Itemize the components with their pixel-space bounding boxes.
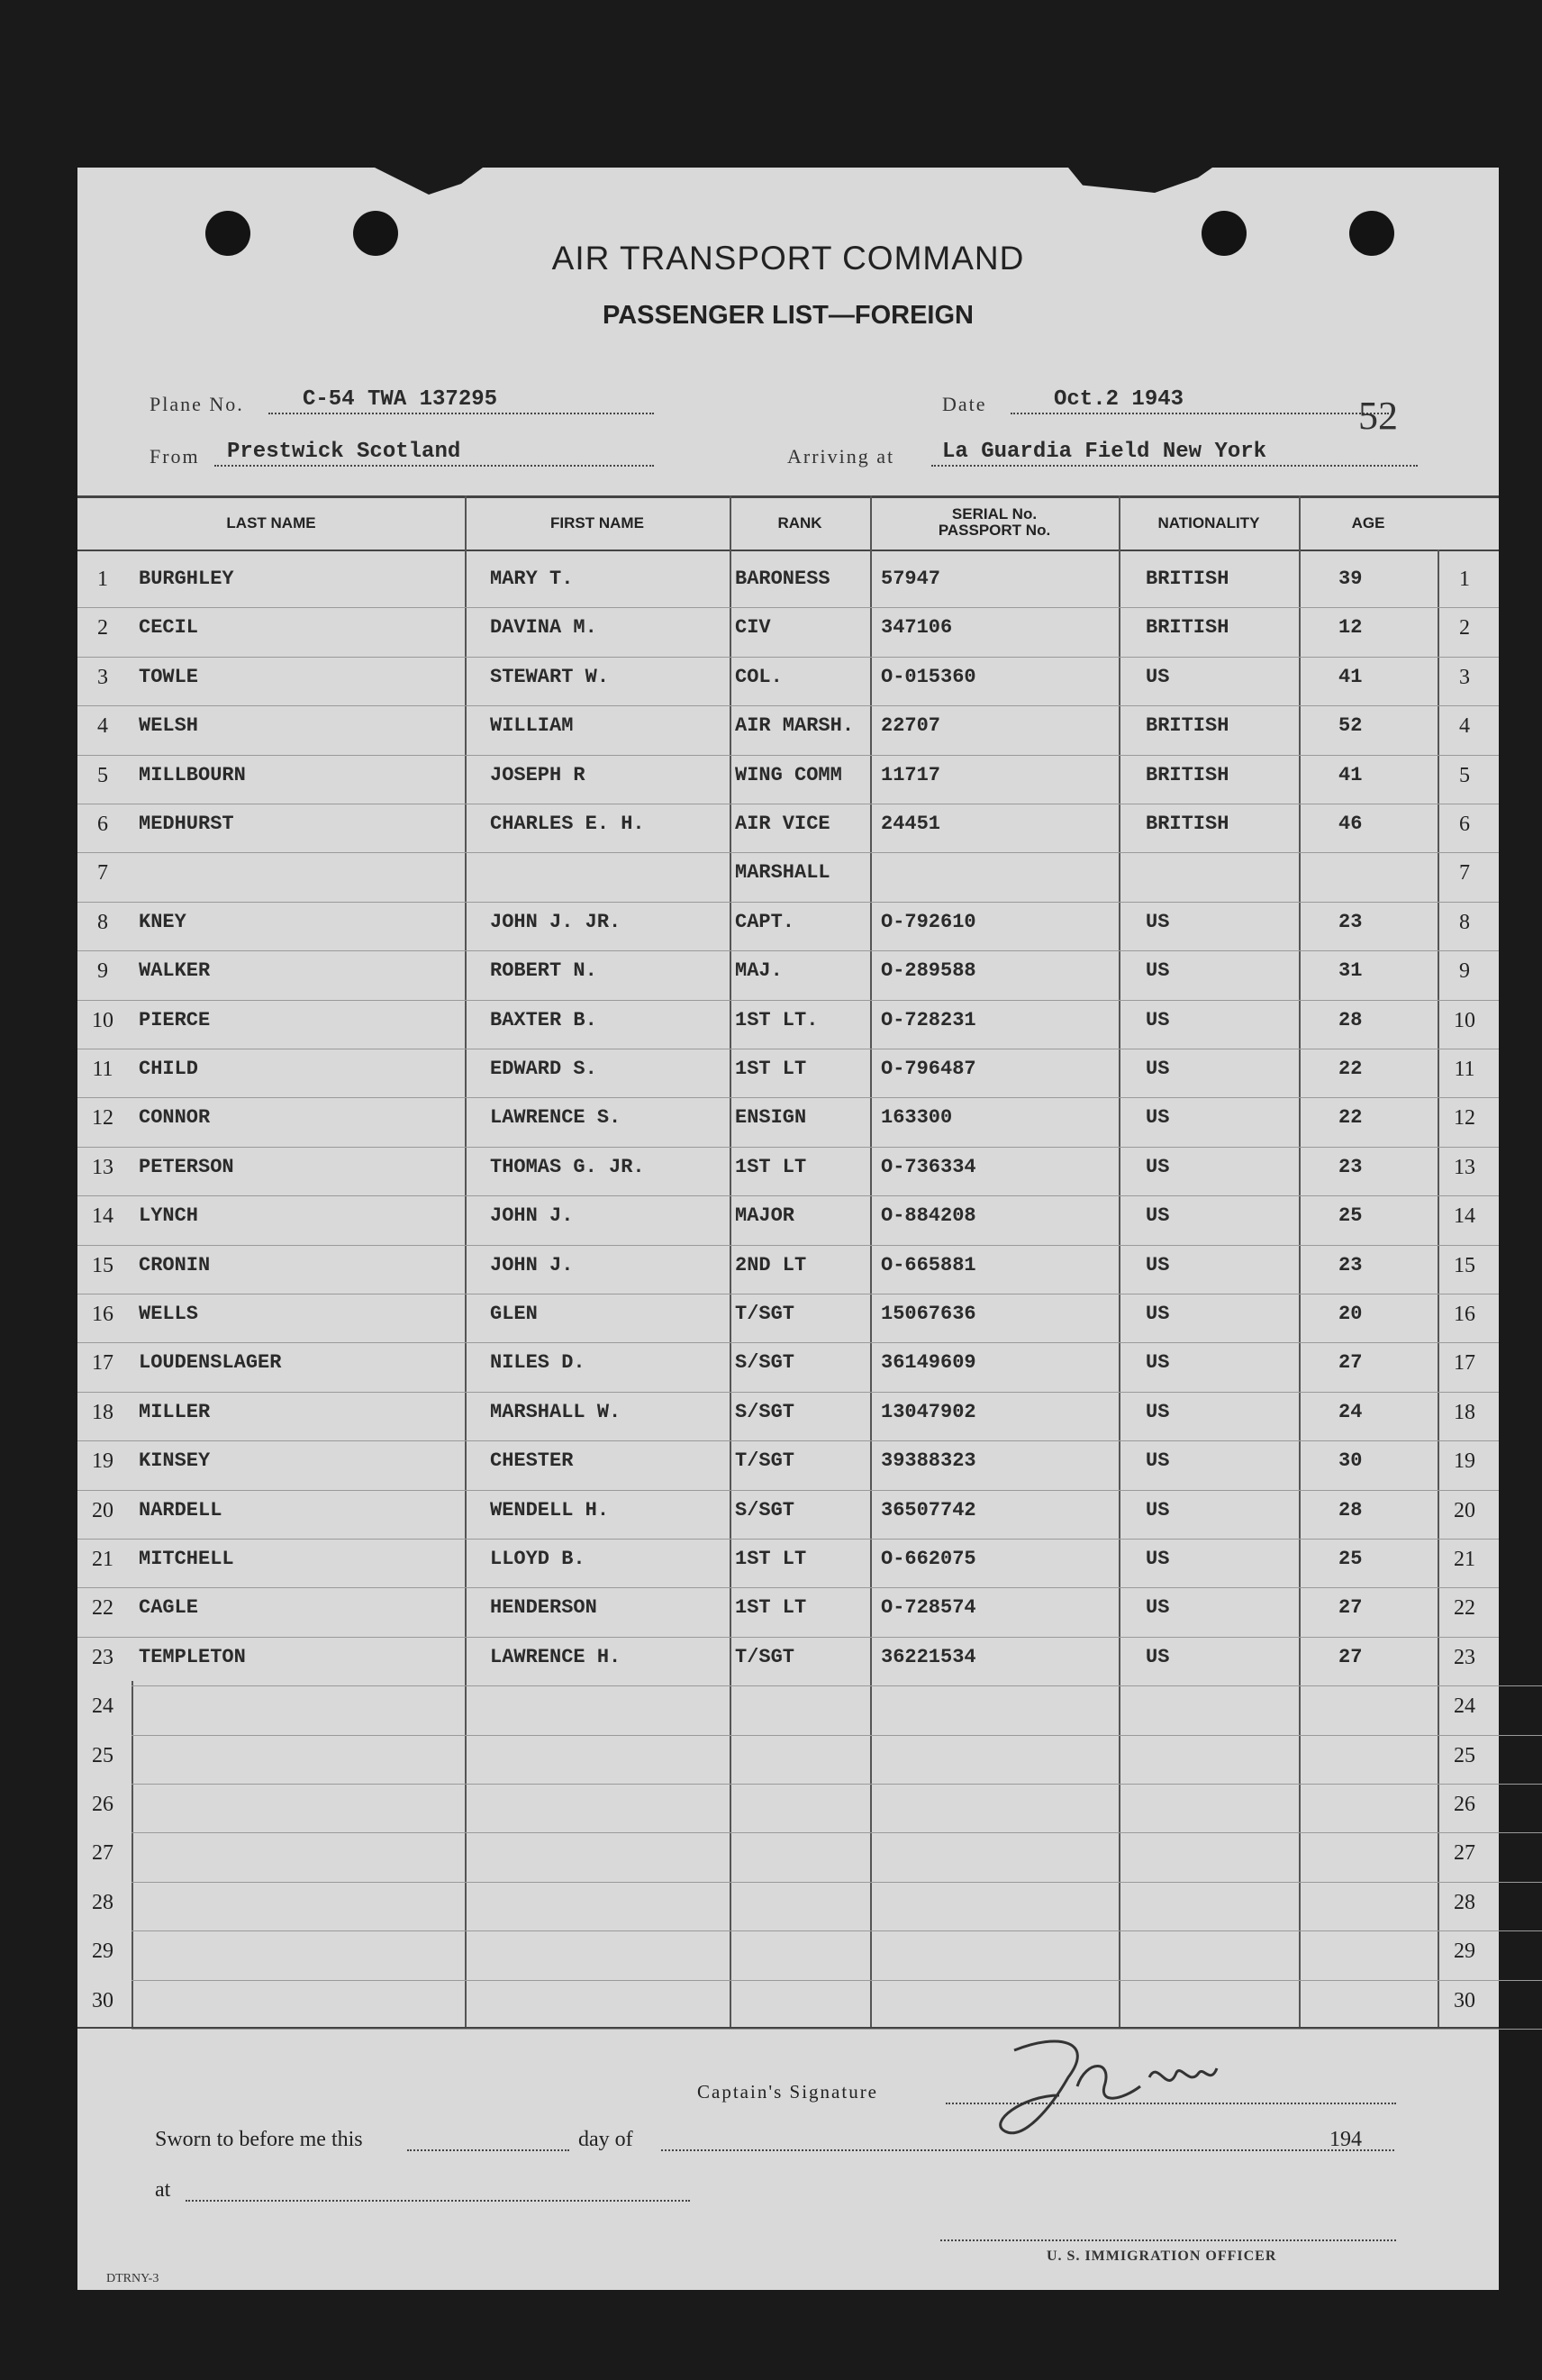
last-name-cell: CECIL <box>139 616 199 640</box>
row-number-left: 12 <box>92 1106 113 1131</box>
last-name-cell: MILLER <box>139 1400 211 1423</box>
from-value: Prestwick Scotland <box>227 440 461 464</box>
row-number-right: 11 <box>1454 1058 1475 1081</box>
captain-signature-label: Captain's Signature <box>697 2081 879 2103</box>
nationality-cell: BRITISH <box>1146 813 1229 835</box>
last-name-cell: PIERCE <box>139 1008 211 1031</box>
first-name-cell: JOSEPH R <box>490 763 585 786</box>
rank-cell: T/SGT <box>735 1645 795 1668</box>
first-name-cell: WILLIAM <box>490 714 574 738</box>
row-number-right: 26 <box>1454 1793 1475 1816</box>
age-cell: 23 <box>1338 1155 1363 1178</box>
plane-line <box>268 413 654 414</box>
arriving-line <box>931 465 1418 467</box>
date-value: Oct.2 1943 <box>1054 387 1184 412</box>
nationality-cell: BRITISH <box>1146 568 1229 590</box>
first-name-cell: BAXTER B. <box>490 1008 597 1031</box>
row-rule <box>77 1097 1499 1098</box>
first-name-cell: MARY T. <box>490 568 574 590</box>
age-cell: 27 <box>1338 1596 1363 1620</box>
row-number-right: 27 <box>1454 1841 1475 1866</box>
row-number-right: 28 <box>1454 1890 1475 1914</box>
first-name-cell: JOHN J. <box>490 1204 574 1228</box>
age-cell: 28 <box>1338 1498 1363 1522</box>
column-divider <box>1299 495 1301 2027</box>
row-number-right: 5 <box>1459 763 1470 787</box>
row-rule <box>132 2029 1542 2030</box>
row-rule <box>77 1147 1499 1148</box>
form-title: AIR TRANSPORT COMMAND <box>551 240 1025 277</box>
from-label: From <box>150 445 200 468</box>
row-rule <box>77 755 1499 756</box>
nationality-cell: US <box>1146 1449 1170 1473</box>
sworn-label: Sworn to before me this <box>155 2128 363 2151</box>
row-rule <box>132 1685 1542 1686</box>
rank-cell: CIV <box>735 616 771 640</box>
row-number-right: 15 <box>1454 1253 1475 1277</box>
serial-cell: O-884208 <box>881 1204 976 1228</box>
row-number-left: 10 <box>92 1008 113 1032</box>
last-name-cell: WALKER <box>139 959 211 983</box>
row-number-left: 19 <box>92 1449 113 1474</box>
age-cell: 39 <box>1338 568 1363 590</box>
row-number-left: 24 <box>92 1694 113 1719</box>
last-name-cell: CHILD <box>139 1058 199 1080</box>
rank-cell: 1ST LT <box>735 1596 807 1620</box>
row-number-right: 20 <box>1454 1498 1475 1522</box>
nationality-cell: US <box>1146 1400 1170 1423</box>
row-rule <box>77 657 1499 658</box>
serial-cell: 13047902 <box>881 1400 976 1423</box>
age-cell: 31 <box>1338 959 1363 983</box>
serial-cell: 57947 <box>881 568 941 590</box>
officer-line <box>940 2239 1396 2241</box>
age-cell: 20 <box>1338 1303 1363 1325</box>
last-name-cell: PETERSON <box>139 1155 234 1178</box>
row-rule <box>132 1930 1542 1931</box>
row-rule <box>77 1342 1499 1343</box>
last-name-cell: CRONIN <box>139 1253 211 1276</box>
rank-cell: 1ST LT. <box>735 1008 819 1031</box>
row-rule <box>77 1392 1499 1393</box>
date-line <box>1011 413 1389 414</box>
first-name-cell: GLEN <box>490 1303 538 1325</box>
first-name-cell: WENDELL H. <box>490 1498 610 1522</box>
row-number-left: 29 <box>92 1939 113 1964</box>
column-header-age: AGE <box>1351 514 1385 531</box>
nationality-cell: US <box>1146 1204 1170 1228</box>
last-name-cell: NARDELL <box>139 1498 222 1522</box>
row-rule <box>132 1980 1542 1981</box>
last-name-cell: MILLBOURN <box>139 763 246 786</box>
last-name-cell: LYNCH <box>139 1204 199 1228</box>
column-header-nationality: NATIONALITY <box>1157 514 1260 531</box>
first-name-cell: NILES D. <box>490 1351 585 1375</box>
rank-cell: AIR VICE <box>735 813 830 835</box>
column-divider <box>1119 495 1120 2027</box>
age-cell: 12 <box>1338 616 1363 640</box>
row-number-left: 18 <box>92 1400 113 1424</box>
at-line <box>186 2200 690 2202</box>
table-header-rule <box>77 550 1499 551</box>
passenger-list-form <box>77 168 1499 2290</box>
rank-cell: CAPT. <box>735 910 795 933</box>
row-number-right: 9 <box>1459 959 1470 984</box>
first-name-cell: LLOYD B. <box>490 1548 585 1570</box>
serial-cell: O-289588 <box>881 959 976 983</box>
column-header-first-name: FIRST NAME <box>550 514 644 531</box>
last-name-cell: BURGHLEY <box>139 568 234 590</box>
last-name-cell: TOWLE <box>139 665 199 688</box>
row-number-left: 20 <box>92 1498 113 1522</box>
row-number-left: 15 <box>92 1253 113 1277</box>
captain-signature <box>987 2023 1221 2158</box>
serial-cell: 15067636 <box>881 1303 976 1325</box>
age-cell: 52 <box>1338 714 1363 738</box>
row-number-left: 9 <box>97 959 108 984</box>
officer-label: U. S. IMMIGRATION OFFICER <box>1047 2248 1277 2264</box>
nationality-cell: US <box>1146 910 1170 933</box>
first-name-cell: MARSHALL W. <box>490 1400 621 1423</box>
table-top-rule <box>77 495 1499 498</box>
last-name-cell: CONNOR <box>139 1106 211 1130</box>
serial-cell: O-665881 <box>881 1253 976 1276</box>
first-name-cell: STEWART W. <box>490 665 610 688</box>
sworn-day-line <box>407 2149 569 2151</box>
nationality-cell: US <box>1146 1155 1170 1178</box>
nationality-cell: US <box>1146 1351 1170 1375</box>
plane-value: C-54 TWA 137295 <box>303 387 498 412</box>
serial-cell: O-662075 <box>881 1548 976 1570</box>
row-number-left: 16 <box>92 1303 113 1326</box>
row-number-right: 12 <box>1454 1106 1475 1131</box>
serial-cell: 39388323 <box>881 1449 976 1473</box>
serial-cell: O-728231 <box>881 1008 976 1031</box>
row-rule <box>77 1587 1499 1588</box>
age-cell: 23 <box>1338 910 1363 933</box>
first-name-cell: THOMAS G. JR. <box>490 1155 645 1178</box>
serial-cell: O-796487 <box>881 1058 976 1080</box>
nationality-cell: US <box>1146 1106 1170 1130</box>
last-name-cell: LOUDENSLAGER <box>139 1351 282 1375</box>
row-number-right: 17 <box>1454 1351 1475 1376</box>
rank-cell: COL. <box>735 665 783 688</box>
age-cell: 22 <box>1338 1106 1363 1130</box>
page-number: 52 <box>1358 394 1398 438</box>
nationality-cell: US <box>1146 1645 1170 1668</box>
nationality-cell: US <box>1146 1303 1170 1325</box>
row-number-left: 1 <box>97 568 108 591</box>
rank-cell: 1ST LT <box>735 1155 807 1178</box>
column-divider <box>870 495 872 2027</box>
age-cell: 23 <box>1338 1253 1363 1276</box>
row-number-left: 4 <box>97 714 108 739</box>
row-rule <box>77 1440 1499 1441</box>
age-cell: 41 <box>1338 665 1363 688</box>
rank-cell: S/SGT <box>735 1400 795 1423</box>
column-divider <box>1438 550 1439 2027</box>
nationality-cell: US <box>1146 1008 1170 1031</box>
nationality-cell: US <box>1146 1596 1170 1620</box>
nationality-cell: BRITISH <box>1146 616 1229 640</box>
date-label: Date <box>942 393 987 415</box>
row-number-left: 3 <box>97 665 108 689</box>
row-number-right: 19 <box>1454 1449 1475 1474</box>
last-name-cell: KINSEY <box>139 1449 211 1473</box>
row-number-left: 14 <box>92 1204 113 1229</box>
row-rule <box>132 1882 1542 1883</box>
row-number-right: 23 <box>1454 1645 1475 1669</box>
serial-cell: 24451 <box>881 813 941 835</box>
rank-cell: 1ST LT <box>735 1548 807 1570</box>
row-number-right: 14 <box>1454 1204 1475 1229</box>
age-cell: 27 <box>1338 1351 1363 1375</box>
rank-cell: MAJOR <box>735 1204 795 1228</box>
row-rule <box>132 1735 1542 1736</box>
row-number-left: 25 <box>92 1743 113 1767</box>
row-rule <box>77 1539 1499 1540</box>
row-number-right: 7 <box>1459 861 1470 886</box>
year-suffix: 194 <box>1329 2128 1362 2151</box>
first-name-cell: EDWARD S. <box>490 1058 597 1080</box>
column-header-serial: SERIAL No. <box>951 505 1038 522</box>
row-number-right: 24 <box>1454 1694 1475 1719</box>
row-number-left: 2 <box>97 616 108 640</box>
first-name-cell: DAVINA M. <box>490 616 597 640</box>
first-name-cell: LAWRENCE H. <box>490 1645 621 1668</box>
first-name-cell: JOHN J. JR. <box>490 910 621 933</box>
column-header-last-name: LAST NAME <box>226 514 316 531</box>
rank-cell: WING COMM <box>735 763 842 786</box>
row-rule <box>77 852 1499 853</box>
row-number-left: 27 <box>92 1841 113 1866</box>
column-header-rank: RANK <box>777 514 822 531</box>
row-number-right: 18 <box>1454 1400 1475 1424</box>
nationality-cell: BRITISH <box>1146 714 1229 738</box>
first-name-cell: LAWRENCE S. <box>490 1106 621 1130</box>
nationality-cell: US <box>1146 1253 1170 1276</box>
row-number-right: 21 <box>1454 1548 1475 1571</box>
row-number-right: 29 <box>1454 1939 1475 1964</box>
last-name-cell: CAGLE <box>139 1596 199 1620</box>
row-number-left: 13 <box>92 1155 113 1179</box>
age-cell: 25 <box>1338 1548 1363 1570</box>
row-number-left: 7 <box>97 861 108 886</box>
row-number-right: 16 <box>1454 1303 1475 1326</box>
serial-cell: 36149609 <box>881 1351 976 1375</box>
first-name-cell: CHARLES E. H. <box>490 813 645 835</box>
row-rule <box>77 1490 1499 1491</box>
serial-cell: O-736334 <box>881 1155 976 1178</box>
rank-cell: S/SGT <box>735 1498 795 1522</box>
arriving-value: La Guardia Field New York <box>942 440 1267 464</box>
row-number-right: 30 <box>1454 1988 1475 2012</box>
serial-cell: O-015360 <box>881 665 976 688</box>
nationality-cell: US <box>1146 665 1170 688</box>
row-number-left: 23 <box>92 1645 113 1669</box>
rank-cell: 1ST LT <box>735 1058 807 1080</box>
row-number-right: 6 <box>1459 813 1470 836</box>
first-name-cell: JOHN J. <box>490 1253 574 1276</box>
first-name-cell: CHESTER <box>490 1449 574 1473</box>
first-name-cell: ROBERT N. <box>490 959 597 983</box>
row-number-left: 26 <box>92 1793 113 1816</box>
row-rule <box>132 1832 1542 1833</box>
day-of-label: day of <box>578 2128 633 2151</box>
column-header-passport: PASSPORT No. <box>938 522 1051 539</box>
row-rule <box>77 950 1499 951</box>
nationality-cell: US <box>1146 1498 1170 1522</box>
row-number-left: 21 <box>92 1548 113 1571</box>
at-label: at <box>155 2178 171 2202</box>
age-cell: 28 <box>1338 1008 1363 1031</box>
column-divider <box>465 495 467 2027</box>
row-number-right: 4 <box>1459 714 1470 739</box>
column-divider <box>730 495 731 2027</box>
row-rule <box>77 1000 1499 1001</box>
row-rule <box>77 1637 1499 1638</box>
rank-cell: T/SGT <box>735 1303 795 1325</box>
row-rule <box>77 607 1499 608</box>
serial-cell: 36221534 <box>881 1645 976 1668</box>
nationality-cell: US <box>1146 1548 1170 1570</box>
first-name-cell: HENDERSON <box>490 1596 597 1620</box>
serial-cell: O-728574 <box>881 1596 976 1620</box>
age-cell: 46 <box>1338 813 1363 835</box>
age-cell: 25 <box>1338 1204 1363 1228</box>
serial-cell: 22707 <box>881 714 941 738</box>
rank-cell: T/SGT <box>735 1449 795 1473</box>
row-number-left: 6 <box>97 813 108 836</box>
row-number-left: 22 <box>92 1596 113 1621</box>
row-number-right: 2 <box>1459 616 1470 640</box>
age-cell: 22 <box>1338 1058 1363 1080</box>
row-rule <box>77 1245 1499 1246</box>
row-number-left: 17 <box>92 1351 113 1376</box>
row-number-left: 8 <box>97 910 108 934</box>
nationality-cell: BRITISH <box>1146 763 1229 786</box>
from-line <box>214 465 654 467</box>
nationality-cell: US <box>1146 1058 1170 1080</box>
age-cell: 41 <box>1338 763 1363 786</box>
row-rule <box>77 1195 1499 1196</box>
row-rule <box>77 705 1499 706</box>
serial-cell: 36507742 <box>881 1498 976 1522</box>
row-number-left: 11 <box>92 1058 113 1081</box>
age-cell: 24 <box>1338 1400 1363 1423</box>
age-cell: 27 <box>1338 1645 1363 1668</box>
serial-cell: 11717 <box>881 763 941 786</box>
rank-cell: BARONESS <box>735 568 830 590</box>
rank-cell: MARSHALL <box>735 861 830 885</box>
row-number-right: 13 <box>1454 1155 1475 1179</box>
last-name-cell: MITCHELL <box>139 1548 234 1570</box>
row-number-right: 25 <box>1454 1743 1475 1767</box>
row-number-right: 8 <box>1459 910 1470 934</box>
row-number-right: 1 <box>1459 568 1470 591</box>
sworn-month-line <box>661 2149 1394 2151</box>
form-subtitle: PASSENGER LIST—FOREIGN <box>603 301 974 330</box>
arriving-label: Arriving at <box>787 445 895 468</box>
row-number-left: 30 <box>92 1988 113 2012</box>
rank-cell: 2ND LT <box>735 1253 807 1276</box>
torn-edge <box>375 168 483 195</box>
last-name-cell: TEMPLETON <box>139 1645 246 1668</box>
serial-cell: O-792610 <box>881 910 976 933</box>
rank-cell: S/SGT <box>735 1351 795 1375</box>
last-name-cell: MEDHURST <box>139 813 234 835</box>
serial-cell: 347106 <box>881 616 953 640</box>
rank-cell: MAJ. <box>735 959 783 983</box>
age-cell: 30 <box>1338 1449 1363 1473</box>
row-number-right: 3 <box>1459 665 1470 689</box>
row-number-right: 22 <box>1454 1596 1475 1621</box>
serial-cell: 163300 <box>881 1106 953 1130</box>
row-rule <box>132 1784 1542 1785</box>
row-number-right: 10 <box>1454 1008 1475 1032</box>
plane-label: Plane No. <box>150 393 244 415</box>
row-number-left: 28 <box>92 1890 113 1914</box>
torn-edge <box>1068 168 1212 193</box>
form-code: DTRNY-3 <box>106 2272 159 2285</box>
row-number-left: 5 <box>97 763 108 787</box>
rank-cell: AIR MARSH. <box>735 714 855 738</box>
nationality-cell: US <box>1146 959 1170 983</box>
last-name-cell: WELLS <box>139 1303 199 1325</box>
last-name-cell: KNEY <box>139 910 186 933</box>
column-divider <box>132 1681 133 2027</box>
row-rule <box>77 902 1499 903</box>
rank-cell: ENSIGN <box>735 1106 807 1130</box>
last-name-cell: WELSH <box>139 714 199 738</box>
